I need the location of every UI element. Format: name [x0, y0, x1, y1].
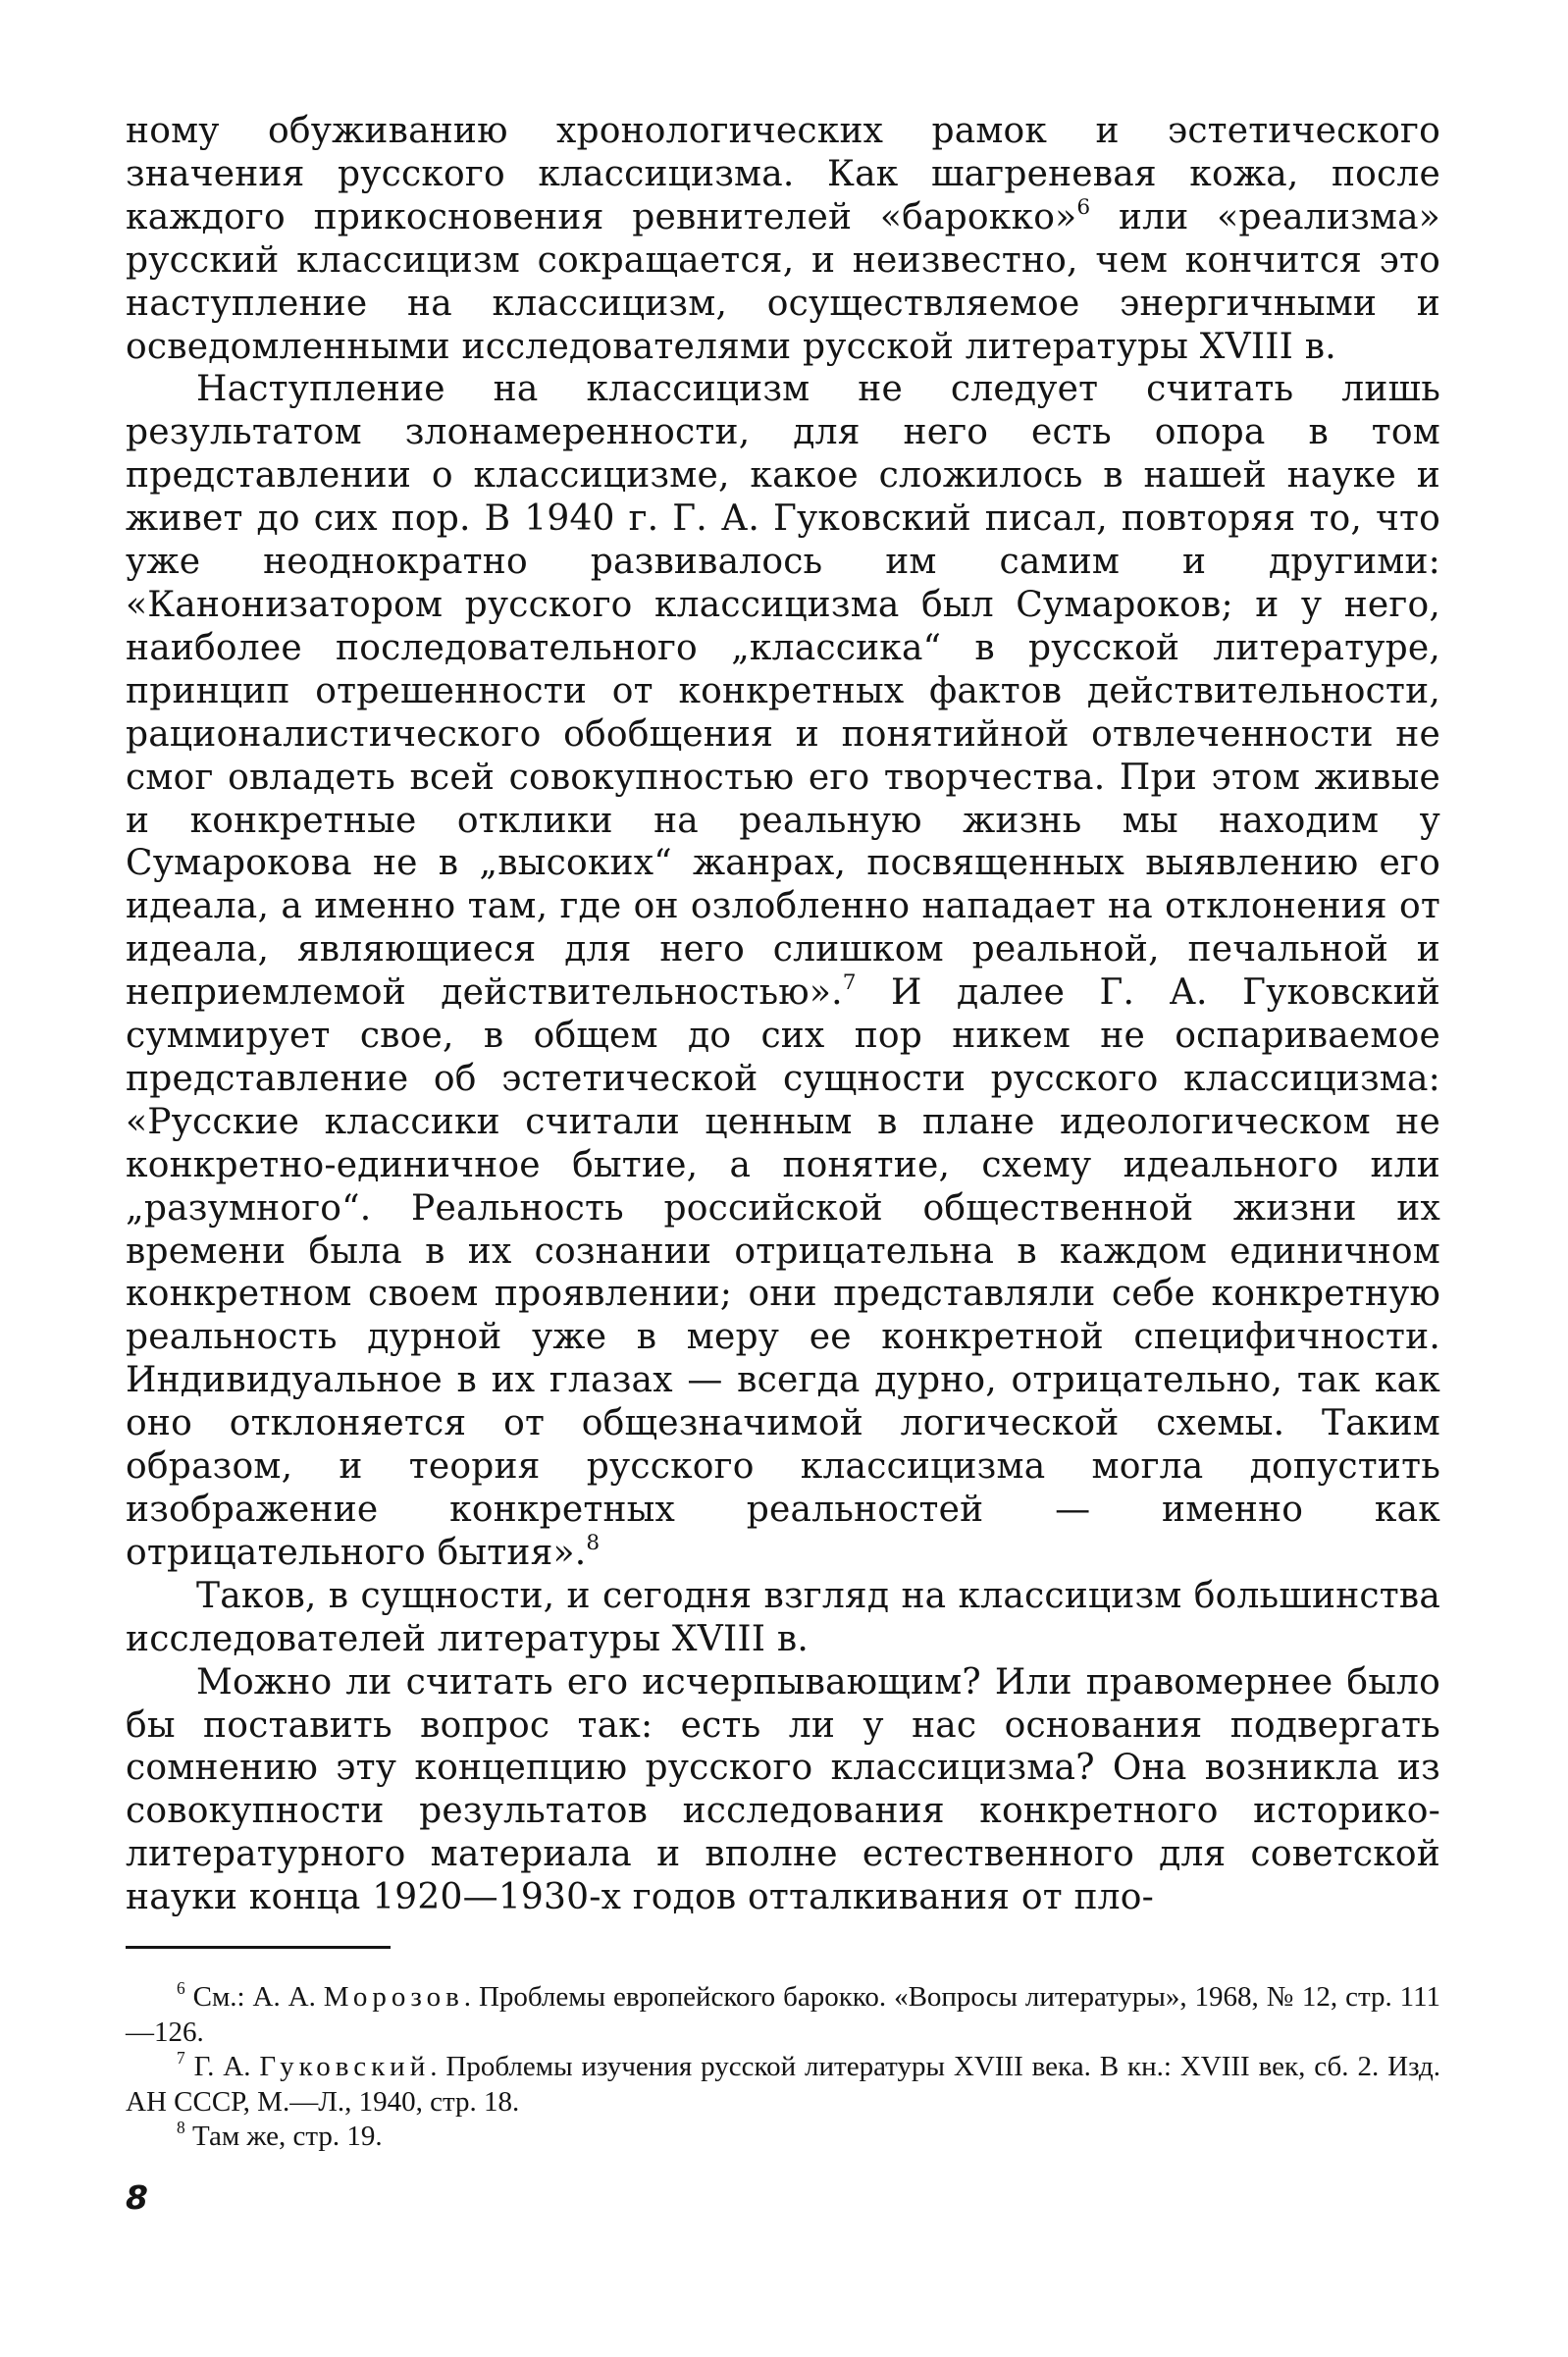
- footnotes: [126, 1977, 1441, 2155]
- footnote-separator: [126, 1946, 391, 1949]
- footnote-number: 7: [177, 2047, 185, 2068]
- paragraph-3: Таков, в сущности, и сегодня взгляд на классицизм большинства исследователей литературы XVIII в.: [126, 1575, 1440, 1659]
- footnote-6: [126, 1977, 1440, 2050]
- footnote-ref-6: 6: [1076, 194, 1091, 220]
- body-text: [126, 110, 1440, 1919]
- footnote-ref-7: 7: [842, 970, 857, 996]
- page-number: 8: [126, 2178, 148, 2217]
- footnote-text: См.: А. А.: [184, 1981, 324, 2013]
- footnote-8: [126, 2117, 1440, 2155]
- footnote-text: Г. А.: [184, 2051, 260, 2082]
- footnote-author: Морозов: [323, 1981, 464, 2013]
- footnote-7: [126, 2047, 1441, 2120]
- footnote-text: . Проблемы изучения русской литературы XVIII века. В кн.: XVIII век, сб. 2. Изд. АН СССР, М.—Л., 1940, стр. 18.: [126, 2051, 1441, 2118]
- paragraph-2-text-a: Наступление на классицизм не следует считать лишь результатом злонамеренности, для него есть опора в том представлении о классицизме, какое сложилось в нашей науке и живет до сих пор. В 1940 г. Г. А. Гуковский писал, повторяя то, что уже неоднократно развивалось им самим и другими: «Канонизатором русского классицизма был Сумароков; и у него, наиболее последовательного „классика“ в русской литературе, принцип отрешенности от конкретных фактов действительности, рационалистического обобщения и понятийной отвлеченности не смог овладеть всей совокупностью его творчества. При этом живые и конкретные отклики на реальную жизнь мы находим у Сумарокова не в „высоких“ жанрах, посвященных выявлению его идеала, а именно там, где он озлобленно нападает на отклонения от идеала, являющиеся для него слишком реальной, печальной и неприемлемой действительностью».: [126, 369, 1440, 1014]
- main-text: [126, 110, 1440, 1919]
- paragraph-2: [126, 368, 1440, 1574]
- footnote-text: . Проблемы европейского барокко. «Вопросы литературы», 1968, № 12, стр. 111—126.: [126, 1981, 1440, 2048]
- paragraph-1-text-b: или «реализма» русский классицизм сокращается, и неизвестно, чем кончится это наступление на классицизм, осуществляемое энергичными и осведомленными исследователями русской литературы XVIII в.: [126, 196, 1440, 367]
- footnote-author: Гуковский: [259, 2051, 431, 2082]
- paragraph-4: Можно ли считать его исчерпывающим? Или правомернее было бы поставить вопрос так: есть ли у нас основания подвергать сомнению эту концепцию русского классицизма? Она возникла из совокупности результатов исследования конкретного историко-литературного материала и вполне естественного для советской науки конца 1920—1930-х годов отталкивания от пло-: [126, 1661, 1440, 1918]
- footnote-ref-8: 8: [586, 1530, 601, 1555]
- paragraph-2-text-b: И далее Г. А. Гуковский суммирует свое, в общем до сих пор никем не оспариваемое представление об эстетической сущности русского классицизма: «Русские классики считали ценным в плане идеологическом не конкретно-единичное бытие, а понятие, схему идеального или „разумного“. Реальность российской общественной жизни их времени была в их сознании отрицательна в каждом единичном конкретном своем проявлении; они представляли себе конкретную реальность дурной уже в меру ее конкретной специфичности. Индивидуальное в их глазах — всегда дурно, отрицательно, так как оно отклоняется от общезначимой логической схемы. Таким образом, и теория русского классицизма могла допустить изображение конкретных реальностей — именно как отрицательного бытия».: [126, 972, 1440, 1573]
- footnote-number: 8: [177, 2117, 185, 2137]
- footnote-number: 6: [177, 1977, 185, 1998]
- paragraph-1-text-a: ному обуживанию хронологических рамок и эстетического значения русского классицизма. Как шагреневая кожа, после каждого прикосновения ревнителей «барокко»: [126, 111, 1440, 237]
- paragraph-1: [126, 110, 1440, 368]
- footnote-text: Там же, стр. 19.: [184, 2121, 383, 2152]
